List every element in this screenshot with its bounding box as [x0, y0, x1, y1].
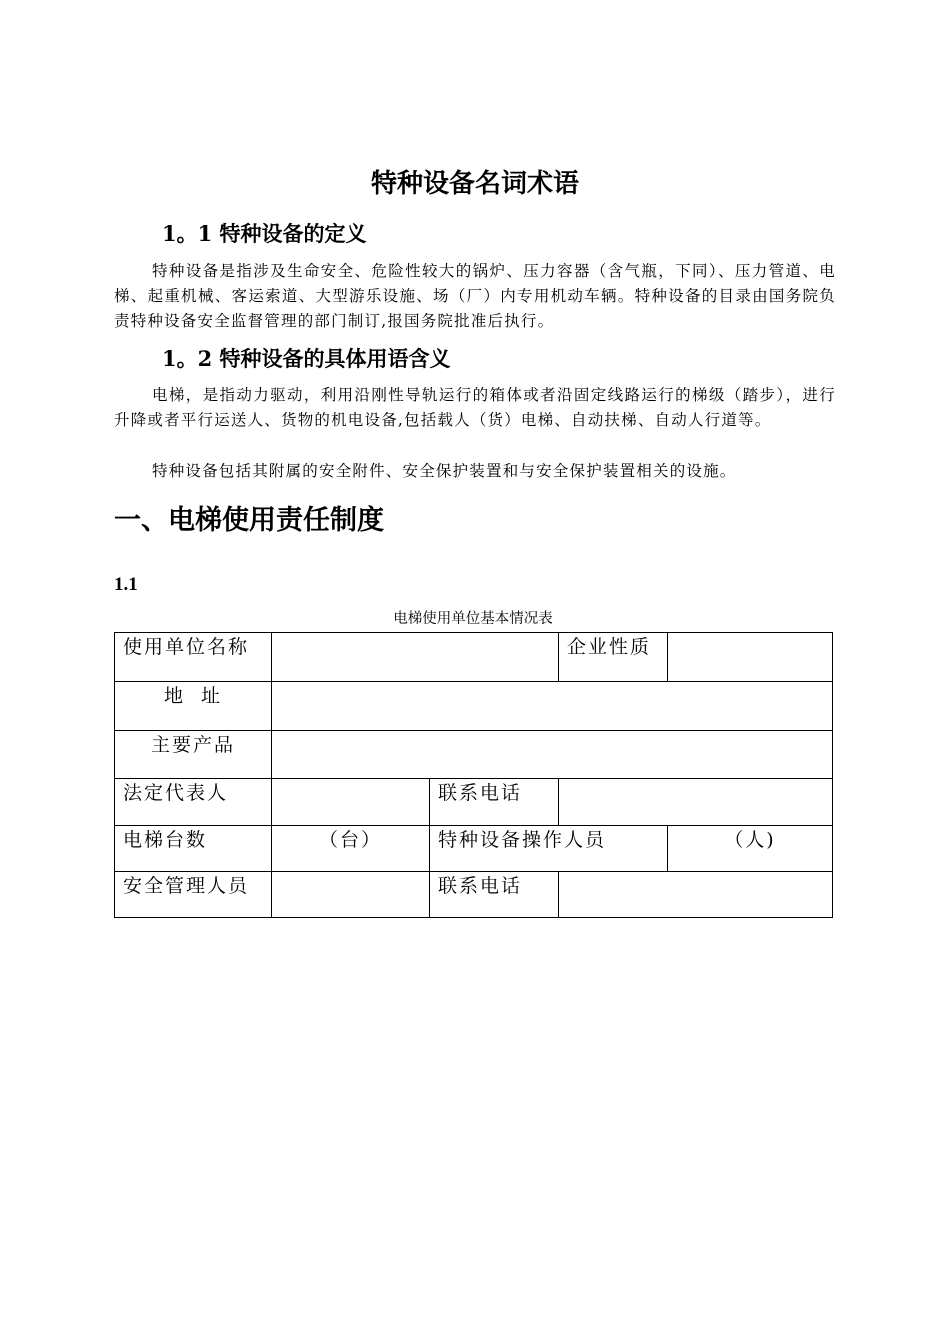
contact-phone-label-2: 联系电话 [430, 872, 559, 918]
table-row [115, 826, 833, 872]
section-heading-1-2: 1。2 特种设备的具体用语含义 [162, 346, 451, 371]
chapter-heading: 一、电梯使用责任制度 [114, 505, 384, 536]
unit-name-value [272, 633, 559, 682]
safety-manager-value [272, 872, 430, 918]
enterprise-nature-label: 企业性质 [559, 633, 668, 682]
legal-rep-label: 法定代表人 [115, 779, 272, 826]
unit-info-table [114, 632, 833, 918]
table-row [115, 779, 833, 826]
section-heading-1-1: 1。1 特种设备的定义 [162, 221, 367, 246]
legal-rep-value [272, 779, 430, 826]
attachments-paragraph: 特种设备包括其附属的安全附件、安全保护装置和与安全保护装置相关的设施。 [152, 462, 737, 480]
safety-manager-label: 安全管理人员 [115, 872, 272, 918]
elevator-definition-paragraph: 电梯，是指动力驱动，利用沿刚性导轨运行的箱体或者沿固定线路运行的梯级（踏步），进行升降或者平行运送人、货物的机电设备,包括载人（货）电梯、自动扶梯、自动人行道等。 [114, 386, 836, 429]
unit-name-label: 使用单位名称 [115, 633, 272, 682]
table-row [115, 872, 833, 918]
enterprise-nature-value [668, 633, 833, 682]
address-label: 地 址 [115, 682, 272, 731]
contact-phone-value-2 [559, 872, 833, 918]
subsection-number: 1.1 [114, 574, 138, 595]
main-products-label: 主要产品 [115, 731, 272, 779]
table-row [115, 682, 833, 731]
elevator-count-unit: （台） [272, 826, 430, 872]
table-row [115, 731, 833, 779]
contact-phone-label: 联系电话 [430, 779, 559, 826]
operator-label: 特种设备操作人员 [430, 826, 668, 872]
definition-paragraph: 特种设备是指涉及生命安全、危险性较大的锅炉、压力容器（含气瓶，下同）、压力管道、电梯、起重机械、客运索道、大型游乐设施、场（厂）内专用机动车辆。特种设备的目录由国务院负责特种设备安全监督管理的部门制订,报国务院批准后执行。 [114, 262, 836, 330]
table-row [115, 633, 833, 682]
operator-unit: （人) [668, 826, 833, 872]
table-caption: 电梯使用单位基本情况表 [393, 611, 553, 627]
elevator-count-label: 电梯台数 [115, 826, 272, 872]
contact-phone-value [559, 779, 833, 826]
address-value [272, 682, 833, 731]
page-title: 特种设备名词术语 [370, 169, 579, 199]
main-products-value [272, 731, 833, 779]
